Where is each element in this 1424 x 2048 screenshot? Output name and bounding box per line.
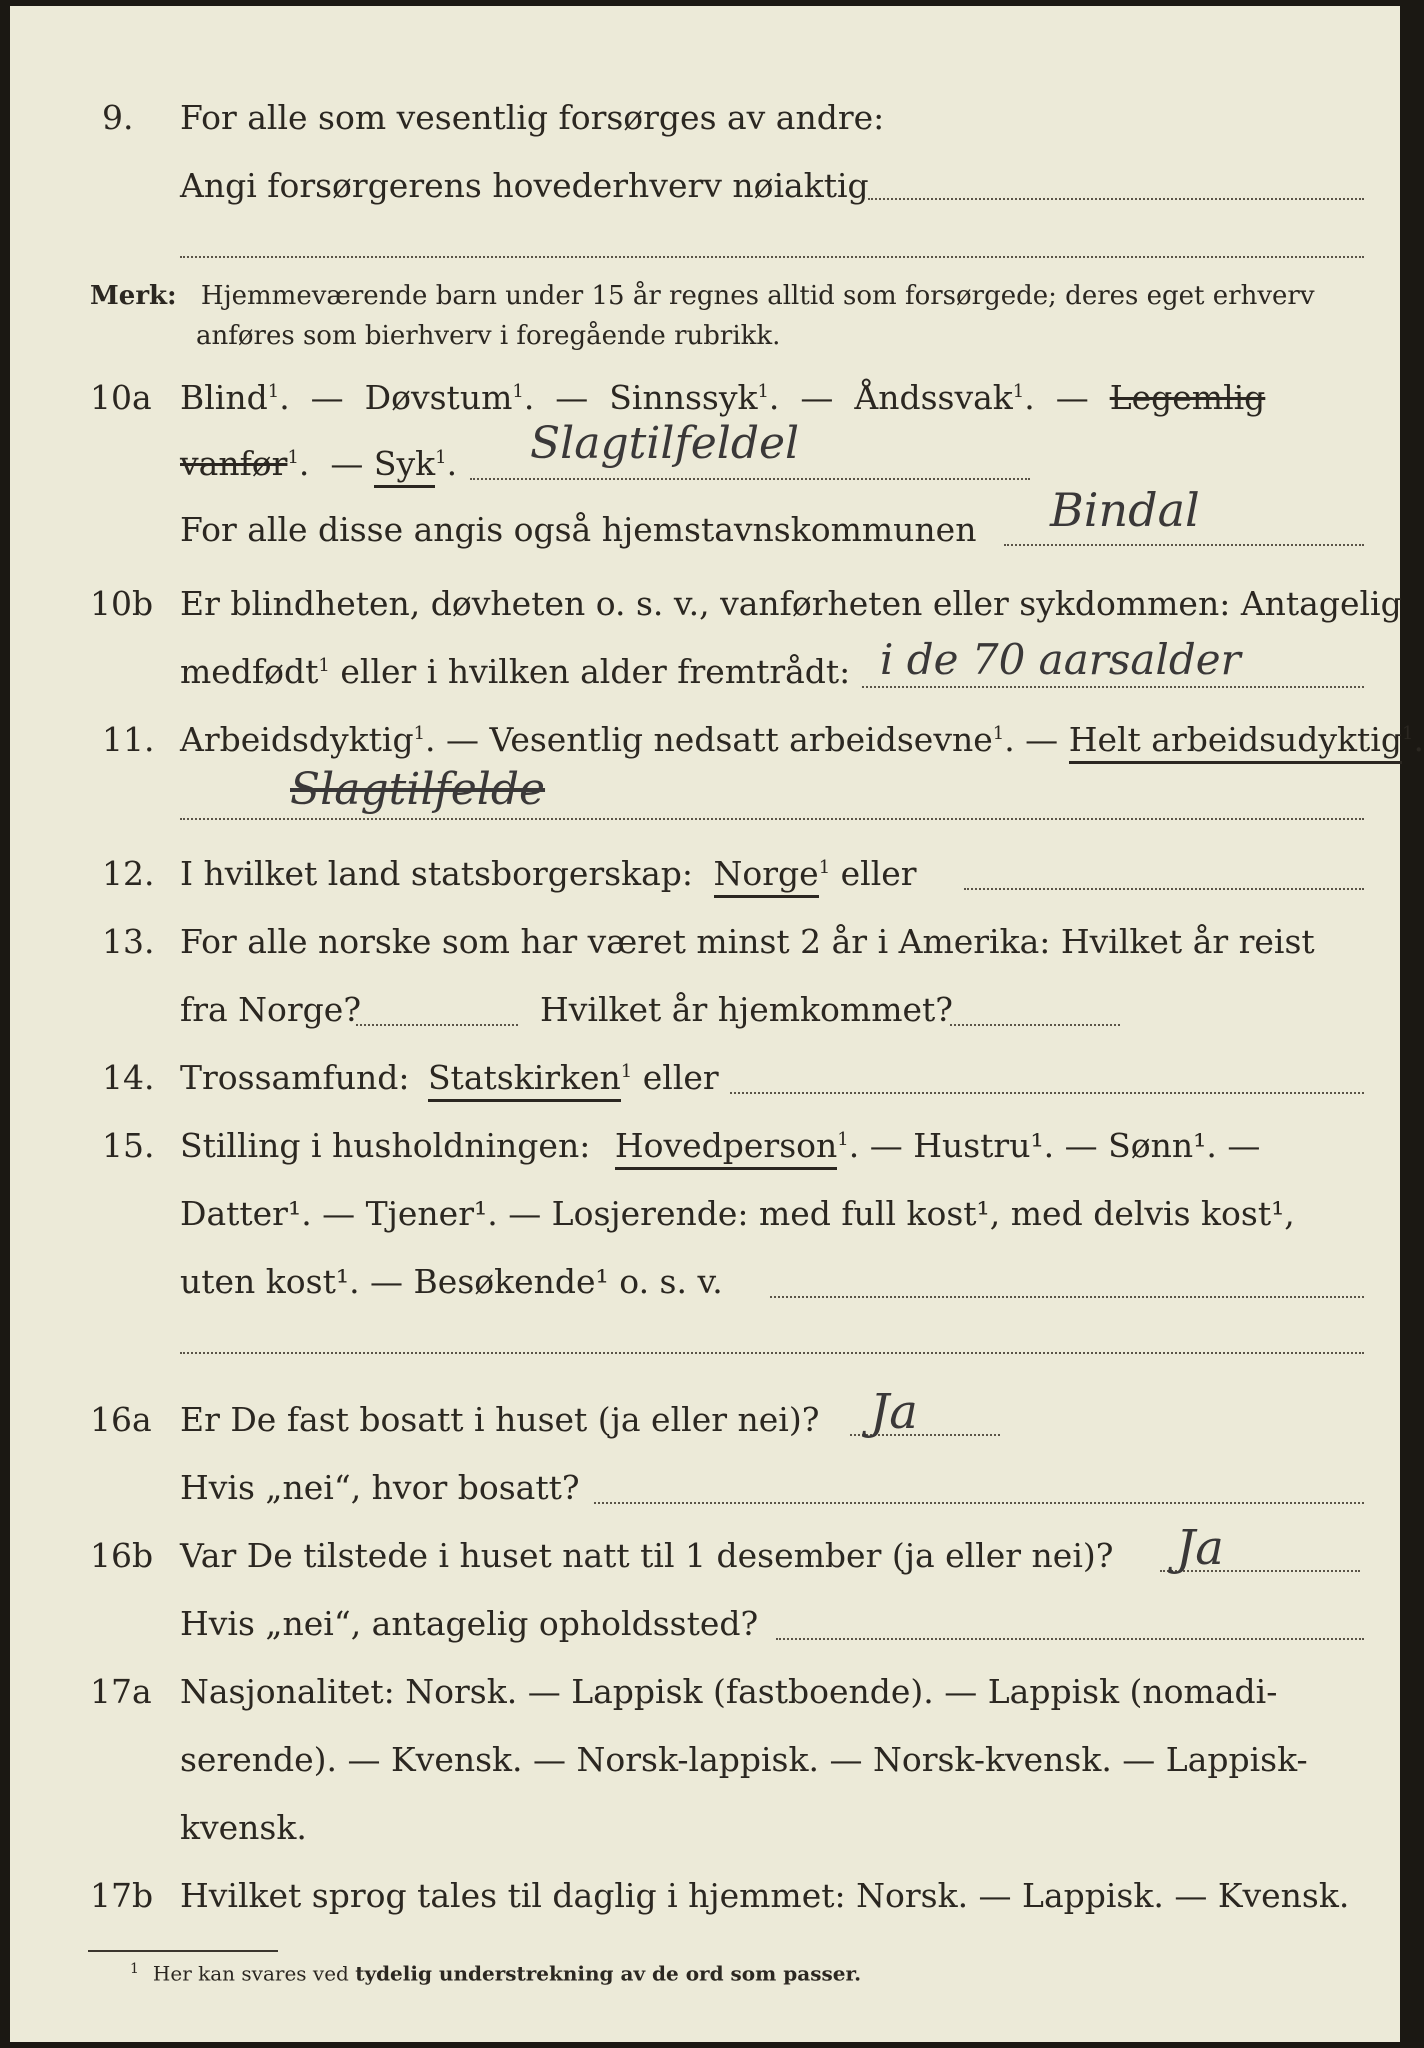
- option-legemlig[interactable]: Legemlig: [1109, 378, 1266, 417]
- note-text: anføres som bierhverv i foregående rubrikk.: [196, 321, 781, 351]
- footnote: [130, 1954, 861, 1989]
- note-text: Hjemmeværende barn under 15 år regnes alltid som forsørgede; deres eget erhverv: [200, 281, 1315, 311]
- answer-line[interactable]: [180, 256, 1364, 258]
- question-number: 16a: [90, 1400, 152, 1439]
- question-text: Er blindheten, døvheten o. s. v., vanførheten eller sykdommen: Antagelig: [180, 584, 1402, 623]
- option-arbeidsdyktig[interactable]: Arbeidsdyktig: [180, 720, 414, 759]
- question-options: uten kost¹. — Besøkende¹ o. s. v.: [180, 1262, 723, 1301]
- option-medfodt[interactable]: medfødt: [180, 652, 319, 691]
- question-number: 10a: [90, 378, 152, 417]
- question-text: eller i hvilken alder fremtrådt:: [340, 652, 851, 691]
- question-11-line: 11. Arbeidsdyktig$^1$. — Vesentlig nedsatt arbeidsevne$^1$. — Helt arbeidsudyktig$^1$.: [10, 710, 1400, 770]
- handwritten-age: i de 70 aarsalder: [880, 635, 1241, 684]
- question-number: 17a: [90, 1672, 152, 1711]
- note-block: [90, 276, 1370, 356]
- answer-line[interactable]: [594, 1502, 1364, 1504]
- question-text: fra Norge?: [180, 990, 362, 1029]
- question-17a-line-1: [10, 1662, 1400, 1722]
- question-text: Er De fast bosatt i huset (ja eller nei)?: [180, 1400, 820, 1439]
- question-number: 17b: [90, 1876, 154, 1915]
- question-16b-line-1: [10, 1520, 1400, 1586]
- footnote-mark: 1: [130, 1961, 139, 1977]
- question-number: 14.: [102, 1058, 155, 1097]
- question-16a-line-2: [10, 1458, 1400, 1518]
- option-hovedperson-underlined[interactable]: Hovedperson: [615, 1126, 837, 1170]
- question-text: Hvis „nei“, hvor bosatt?: [180, 1468, 580, 1507]
- answer-line[interactable]: [770, 1296, 1364, 1298]
- question-text: eller: [642, 1058, 719, 1097]
- answer-line[interactable]: [180, 1352, 1364, 1354]
- question-options: . — Hustru¹. — Sønn¹. —: [848, 1126, 1261, 1165]
- question-text: Hvis „nei“, antagelig opholdssted?: [180, 1604, 759, 1643]
- question-number: 11.: [102, 720, 155, 759]
- question-number: 15.: [102, 1126, 155, 1165]
- question-options: Hvilket sprog tales til daglig i hjemmet: Norsk. — Lappisk. — Kvensk.: [180, 1876, 1350, 1915]
- question-text: For alle norske som har været minst 2 år i Amerika: Hvilket år reist: [180, 922, 1315, 961]
- question-13-line-2: [10, 980, 1400, 1040]
- question-text: Trossamfund:: [180, 1058, 410, 1097]
- footnote-rule: [88, 1950, 278, 1952]
- question-number: 16b: [90, 1536, 154, 1575]
- question-text: Var De tilstede i huset natt til 1 desember (ja eller nei)?: [180, 1536, 1114, 1575]
- question-text: For alle disse angis også hjemstavnskommunen: [180, 510, 977, 549]
- question-options: Blind$^1$. — Døvstum$^1$. — Sinnssyk$^1$. — Åndssvak$^1$. — Legemlig: [180, 378, 1266, 417]
- question-options: Nasjonalitet: Norsk. — Lappisk (fastboende). — Lappisk (nomadi-: [180, 1672, 1278, 1711]
- option-norge-underlined[interactable]: Norge: [714, 854, 819, 898]
- option-vanfor[interactable]: vanfør: [180, 444, 288, 483]
- question-17a-line-3: [10, 1798, 1400, 1858]
- option-statskirken-underlined[interactable]: Statskirken: [428, 1058, 621, 1102]
- answer-line-departed[interactable]: [356, 1024, 518, 1026]
- answer-line[interactable]: [964, 888, 1364, 890]
- option-andssvak[interactable]: Åndssvak: [854, 378, 1013, 417]
- note-label: Merk:: [90, 281, 177, 311]
- question-number: 12.: [102, 854, 155, 893]
- question-11-answer: [10, 764, 1400, 834]
- answer-line[interactable]: [868, 198, 1364, 200]
- question-options: serende). — Kvensk. — Norsk-lappisk. — Norsk-kvensk. — Lappisk-: [180, 1740, 1308, 1779]
- question-text: Hvilket år hjemkommet?: [540, 990, 953, 1029]
- question-15-line-1: 15. Stilling i husholdningen: Hovedperson$^1$. — Hustru¹. — Sønn¹. —: [10, 1116, 1400, 1176]
- question-text: Angi forsørgerens hovederhverv nøiaktig: [180, 166, 869, 205]
- question-16b-line-2: [10, 1594, 1400, 1654]
- question-9-line-2: [10, 156, 1400, 216]
- option-dovstum[interactable]: Døvstum: [364, 378, 513, 417]
- question-15-line-3: [10, 1252, 1400, 1312]
- handwritten-struck-note: Slagtilfelde: [290, 764, 546, 815]
- question-12-line: 12. I hvilket land statsborgerskap: Norge$^1$ eller: [10, 844, 1400, 904]
- handwritten-illness: Slagtilfeldel: [530, 418, 800, 469]
- answer-line[interactable]: [776, 1638, 1364, 1640]
- footnote-text: Her kan svares ved: [152, 1961, 349, 1986]
- question-15-line-2: [10, 1184, 1400, 1244]
- question-number: 13.: [102, 922, 155, 961]
- option-syk-underlined[interactable]: Syk: [374, 444, 435, 488]
- question-number: 9.: [102, 98, 134, 137]
- question-options: Datter¹. — Tjener¹. — Losjerende: med full kost¹, med delvis kost¹,: [180, 1194, 1295, 1233]
- answer-line[interactable]: [470, 478, 1030, 480]
- question-text: I hvilket land statsborgerskap:: [180, 854, 694, 893]
- question-9-line-1: [10, 88, 1400, 148]
- question-16a-line-1: [10, 1384, 1400, 1450]
- option-udyktig-underlined[interactable]: Helt arbeidsudyktig: [1069, 720, 1402, 764]
- handwritten-answer-ja: Ja: [1176, 1520, 1224, 1576]
- question-13-line-1: [10, 912, 1400, 972]
- question-text: For alle som vesentlig forsørges av andre:: [180, 98, 885, 137]
- option-nedsatt[interactable]: Vesentlig nedsatt arbeidsevne: [489, 720, 993, 759]
- question-10a-line-3: [10, 483, 1400, 560]
- answer-line[interactable]: [1004, 544, 1364, 546]
- answer-line-returned[interactable]: [950, 1024, 1120, 1026]
- question-options: kvensk.: [180, 1808, 307, 1847]
- option-blind[interactable]: Blind: [180, 378, 268, 417]
- question-text: eller: [840, 854, 917, 893]
- question-10a-line-2: vanfør$^1$. — Syk$^1$. Slagtilfeldel: [10, 434, 1400, 494]
- question-10b-line-2: medfødt$^1$ eller i hvilken alder fremtrådt: i de 70 aarsalder: [10, 642, 1400, 702]
- question-10b-line-1: [10, 574, 1400, 634]
- footnote-emphasis: tydelig understrekning av de ord som passer.: [355, 1961, 862, 1986]
- question-17a-line-2: [10, 1730, 1400, 1790]
- question-17b-line: [10, 1866, 1400, 1926]
- answer-line[interactable]: [730, 1092, 1364, 1094]
- question-text: Stilling i husholdningen:: [180, 1126, 591, 1165]
- question-number: 10b: [90, 584, 154, 623]
- census-form-page: [10, 6, 1424, 2042]
- handwritten-municipality: Bindal: [1050, 483, 1200, 537]
- question-14-line: 14. Trossamfund: Statskirken$^1$ eller: [10, 1048, 1400, 1108]
- option-sinnssyk[interactable]: Sinnssyk: [609, 378, 758, 417]
- handwritten-answer-ja: Ja: [870, 1384, 918, 1440]
